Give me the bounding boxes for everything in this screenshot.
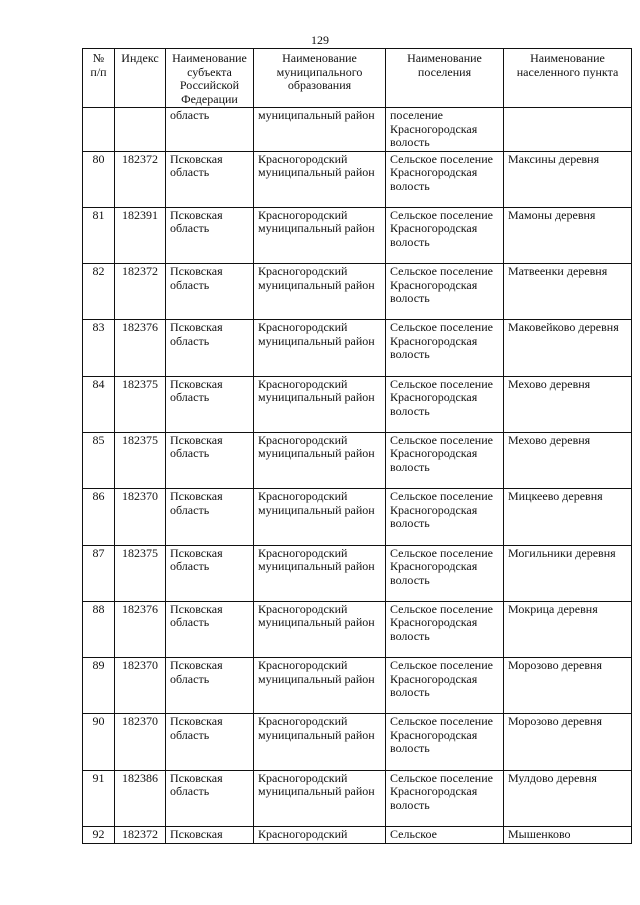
cell-num: 82 bbox=[83, 264, 115, 320]
table-row bbox=[83, 489, 632, 545]
cell-index: 182386 bbox=[115, 770, 166, 826]
cell-municipality: Красногородский муниципальный район bbox=[254, 714, 386, 770]
cell-municipality: Красногородский муниципальный район bbox=[254, 601, 386, 657]
cell-settlement: Сельское поселение Красногородская волость bbox=[386, 545, 504, 601]
cell-index: 182376 bbox=[115, 320, 166, 376]
cell-subject: Псковская область bbox=[166, 151, 254, 207]
cell-subject: Псковская область bbox=[166, 264, 254, 320]
table-row bbox=[83, 264, 632, 320]
cell-index: 182372 bbox=[115, 264, 166, 320]
cell-settlement: Сельское поселение Красногородская волость bbox=[386, 151, 504, 207]
header-settlement: Наименование поселения bbox=[386, 49, 504, 108]
cell-locality: Мамоны деревня bbox=[504, 207, 632, 263]
cell-num: 81 bbox=[83, 207, 115, 263]
cell-subject: Псковская область bbox=[166, 714, 254, 770]
cell-num: 85 bbox=[83, 432, 115, 488]
localities-table bbox=[82, 48, 632, 844]
cell-index bbox=[115, 108, 166, 152]
cell-subject: область bbox=[166, 108, 254, 152]
table-row-partial bbox=[83, 827, 632, 844]
cell-settlement: Сельское поселение Красногородская волость bbox=[386, 714, 504, 770]
cell-subject: Псковская область bbox=[166, 545, 254, 601]
cell-subject: Псковская область bbox=[166, 432, 254, 488]
cell-settlement: Сельское поселение Красногородская волость bbox=[386, 207, 504, 263]
cell-subject: Псковская область bbox=[166, 601, 254, 657]
cell-index: 182375 bbox=[115, 376, 166, 432]
cell-settlement: Сельское поселение Красногородская волость bbox=[386, 601, 504, 657]
cell-settlement: Сельское поселение Красногородская волость bbox=[386, 489, 504, 545]
cell-locality: Мулдово деревня bbox=[504, 770, 632, 826]
table-row bbox=[83, 151, 632, 207]
table-row bbox=[83, 770, 632, 826]
cell-settlement: Сельское поселение Красногородская волость bbox=[386, 658, 504, 714]
cell-index: 182372 bbox=[115, 151, 166, 207]
cell-subject: Псковская bbox=[166, 827, 254, 844]
cell-subject: Псковская область bbox=[166, 320, 254, 376]
cell-settlement: Сельское поселение Красногородская волость bbox=[386, 770, 504, 826]
cell-municipality: Красногородский муниципальный район bbox=[254, 207, 386, 263]
page-number: 129 bbox=[311, 33, 329, 47]
cell-municipality: Красногородский муниципальный район bbox=[254, 320, 386, 376]
cell-municipality: Красногородский муниципальный район bbox=[254, 545, 386, 601]
table-row bbox=[83, 714, 632, 770]
cell-num: 90 bbox=[83, 714, 115, 770]
cell-subject: Псковская область bbox=[166, 658, 254, 714]
cell-index: 182375 bbox=[115, 432, 166, 488]
cell-locality: Матвеенки деревня bbox=[504, 264, 632, 320]
cell-subject: Псковская область bbox=[166, 376, 254, 432]
table-row-continuation bbox=[83, 108, 632, 152]
cell-num: 86 bbox=[83, 489, 115, 545]
cell-num: 87 bbox=[83, 545, 115, 601]
cell-municipality: Красногородский bbox=[254, 827, 386, 844]
cell-index: 182370 bbox=[115, 489, 166, 545]
cell-index: 182391 bbox=[115, 207, 166, 263]
cell-municipality: муниципальный район bbox=[254, 108, 386, 152]
cell-locality: Мышенково bbox=[504, 827, 632, 844]
cell-locality: Мехово деревня bbox=[504, 376, 632, 432]
cell-settlement: поселение Красногородская волость bbox=[386, 108, 504, 152]
cell-municipality: Красногородский муниципальный район bbox=[254, 489, 386, 545]
header-subject: Наименование субъекта Российской Федерации bbox=[166, 49, 254, 108]
cell-municipality: Красногородский муниципальный район bbox=[254, 432, 386, 488]
header-municipality: Наименование муниципального образования bbox=[254, 49, 386, 108]
cell-num bbox=[83, 108, 115, 152]
cell-subject: Псковская область bbox=[166, 489, 254, 545]
cell-num: 80 bbox=[83, 151, 115, 207]
cell-index: 182372 bbox=[115, 827, 166, 844]
table-row bbox=[83, 432, 632, 488]
header-index: Индекс bbox=[115, 49, 166, 108]
cell-locality: Могильники деревня bbox=[504, 545, 632, 601]
cell-settlement: Сельское bbox=[386, 827, 504, 844]
cell-settlement: Сельское поселение Красногородская волость bbox=[386, 320, 504, 376]
cell-municipality: Красногородский муниципальный район bbox=[254, 658, 386, 714]
cell-num: 91 bbox=[83, 770, 115, 826]
cell-locality: Мокрица деревня bbox=[504, 601, 632, 657]
cell-settlement: Сельское поселение Красногородская волость bbox=[386, 432, 504, 488]
cell-num: 83 bbox=[83, 320, 115, 376]
cell-subject: Псковская область bbox=[166, 770, 254, 826]
table-row bbox=[83, 207, 632, 263]
cell-index: 182375 bbox=[115, 545, 166, 601]
cell-locality: Мехово деревня bbox=[504, 432, 632, 488]
cell-num: 88 bbox=[83, 601, 115, 657]
header-locality: Наименование населенного пункта bbox=[504, 49, 632, 108]
cell-settlement: Сельское поселение Красногородская волость bbox=[386, 376, 504, 432]
cell-locality: Маковейково деревня bbox=[504, 320, 632, 376]
cell-locality: Морозово деревня bbox=[504, 714, 632, 770]
cell-index: 182370 bbox=[115, 658, 166, 714]
cell-index: 182370 bbox=[115, 714, 166, 770]
cell-municipality: Красногородский муниципальный район bbox=[254, 264, 386, 320]
cell-locality: Максины деревня bbox=[504, 151, 632, 207]
cell-locality: Морозово деревня bbox=[504, 658, 632, 714]
cell-index: 182376 bbox=[115, 601, 166, 657]
table-row bbox=[83, 545, 632, 601]
table-header-row bbox=[83, 49, 632, 108]
table-row bbox=[83, 601, 632, 657]
cell-settlement: Сельское поселение Красногородская волость bbox=[386, 264, 504, 320]
table-row bbox=[83, 320, 632, 376]
cell-num: 92 bbox=[83, 827, 115, 844]
cell-municipality: Красногородский муниципальный район bbox=[254, 376, 386, 432]
table-row bbox=[83, 376, 632, 432]
table-row bbox=[83, 658, 632, 714]
header-num: № п/п bbox=[83, 49, 115, 108]
cell-locality bbox=[504, 108, 632, 152]
cell-locality: Мицкеево деревня bbox=[504, 489, 632, 545]
cell-num: 89 bbox=[83, 658, 115, 714]
cell-num: 84 bbox=[83, 376, 115, 432]
cell-municipality: Красногородский муниципальный район bbox=[254, 151, 386, 207]
cell-municipality: Красногородский муниципальный район bbox=[254, 770, 386, 826]
cell-subject: Псковская область bbox=[166, 207, 254, 263]
